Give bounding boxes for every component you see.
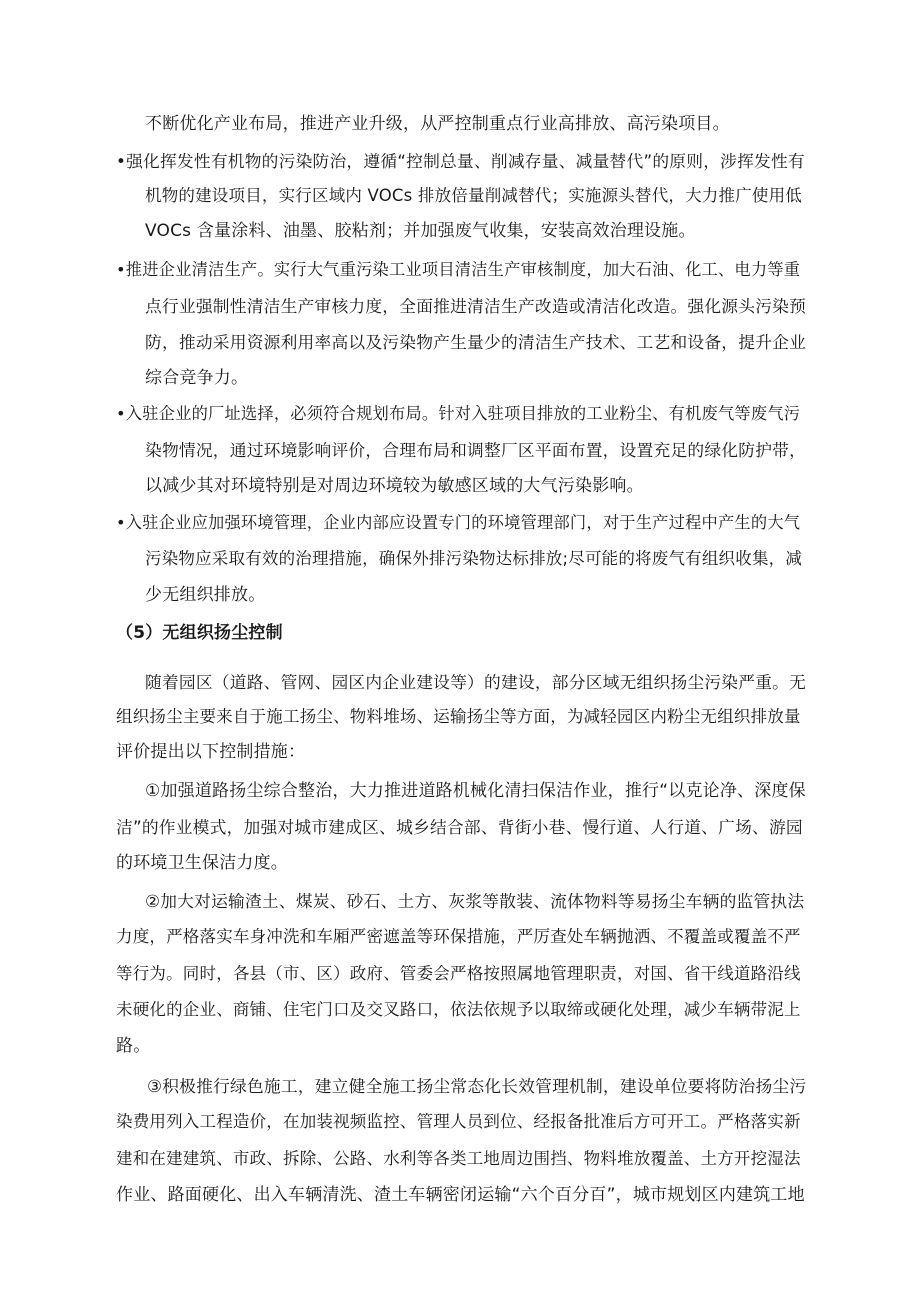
text-line: ②加大对运输渣土、煤炭、砂石、土方、灰浆等散装、流体物料等易扬尘车辆的监管执法: [145, 891, 805, 911]
text-line: 染费用列入工程造价，在加装视频监控、管理人员到位、经报备批准后方可开工。严格落实新: [116, 1112, 801, 1131]
text-line: 随着园区（道路、管网、园区内企业建设等）的建设，部分区域无组织扬尘污染严重。无: [145, 672, 807, 692]
bullet-line: •强化挥发性有机物的污染防治，遵循“控制总量、削减存量、减量替代”的原则，涉挥发性有: [116, 151, 805, 171]
text-line: 少无组织排放。: [145, 585, 266, 605]
text-line: 力度，严格落实车身冲洗和车厢严密遮盖等环保措施，严厉查处车辆抛洒、不覆盖或覆盖不严: [116, 927, 801, 946]
text-line: 的环境卫生保洁力度。: [116, 853, 288, 873]
text-line: 综合竞争力。: [145, 368, 249, 388]
text-line: VOCs 含量涂料、油墨、胶粘剂；并加强废气收集，安装高效治理设施。: [145, 221, 696, 241]
text-line: 防，推动采用资源利用率高以及污染物产生量少的清洁生产技术、工艺和设备，提升企业: [145, 332, 807, 352]
section-heading: （5）无组织扬尘控制: [116, 623, 283, 643]
text-line: 不断优化产业布局，推进产业升级，从严控制重点行业高排放、高污染项目。: [145, 114, 730, 134]
text-line: 作业、路面硬化、出入车辆清洗、渣土车辆密闭运输“六个百分百”，城市规划区内建筑工地: [116, 1185, 805, 1205]
text-line: 评价提出以下控制措施：: [116, 742, 306, 762]
text-line: 路。: [116, 1036, 151, 1056]
text-line: 未硬化的企业、商铺、住宅门口及交叉路口，依法依规予以取缔或硬化处理，减少车辆带泥上: [116, 1000, 801, 1019]
text-line: 机物的建设项目，实行区域内 VOCs 排放倍量削减替代；实施源头替代，大力推广使用低: [145, 186, 802, 205]
text-line: ③积极推行绿色施工，建立健全施工扬尘常态化长效管理机制，建设单位要将防治扬尘污: [147, 1076, 807, 1096]
text-line: 洁”的作业模式，加强对城市建成区、城乡结合部、背街小巷、慢行道、人行道、广场、游园: [116, 817, 803, 837]
text-line: 等行为。同时，各县（市、区）政府、管委会严格按照属地管理职责，对国、省干线道路沿线: [116, 964, 801, 983]
bullet-line: •入驻企业应加强环境管理，企业内部应设置专门的环境管理部门，对于生产过程中产生的大气: [116, 513, 801, 532]
text-line: 组织扬尘主要来自于施工扬尘、物料堆场、运输扬尘等方面，为减轻园区内粉尘无组织排放量: [116, 707, 801, 726]
text-line: ①加强道路扬尘综合整治，大力推进道路机械化清扫保洁作业，推行“以克论净、深度保: [145, 781, 806, 801]
text-line: 污染物应采取有效的治理措施，确保外排污染物达标排放;尽可能的将废气有组织收集，减: [145, 549, 803, 568]
text-line: 建和在建建筑、市政、拆除、公路、水利等各类工地周边围挡、物料堆放覆盖、土方开挖湿法: [116, 1149, 801, 1168]
text-line: 染物情况，通过环境影响评价，合理布局和调整厂区平面布置，设置充足的绿化防护带，: [145, 440, 807, 460]
text-line: 以减少其对环境特别是对周边环境较为敏感区域的大气污染影响。: [145, 476, 644, 496]
bullet-line: •入驻企业的厂址选择，必须符合规划布局。针对入驻项目排放的工业粉尘、有机废气等废气污: [116, 404, 801, 423]
bullet-line: •推进企业清洁生产。实行大气重污染工业项目清洁生产审核制度，加大石油、化工、电力等重: [116, 260, 801, 279]
text-line: 点行业强制性清洁生产审核力度，全面推进清洁生产改造或清洁化改造。强化源头污染预: [145, 296, 807, 316]
